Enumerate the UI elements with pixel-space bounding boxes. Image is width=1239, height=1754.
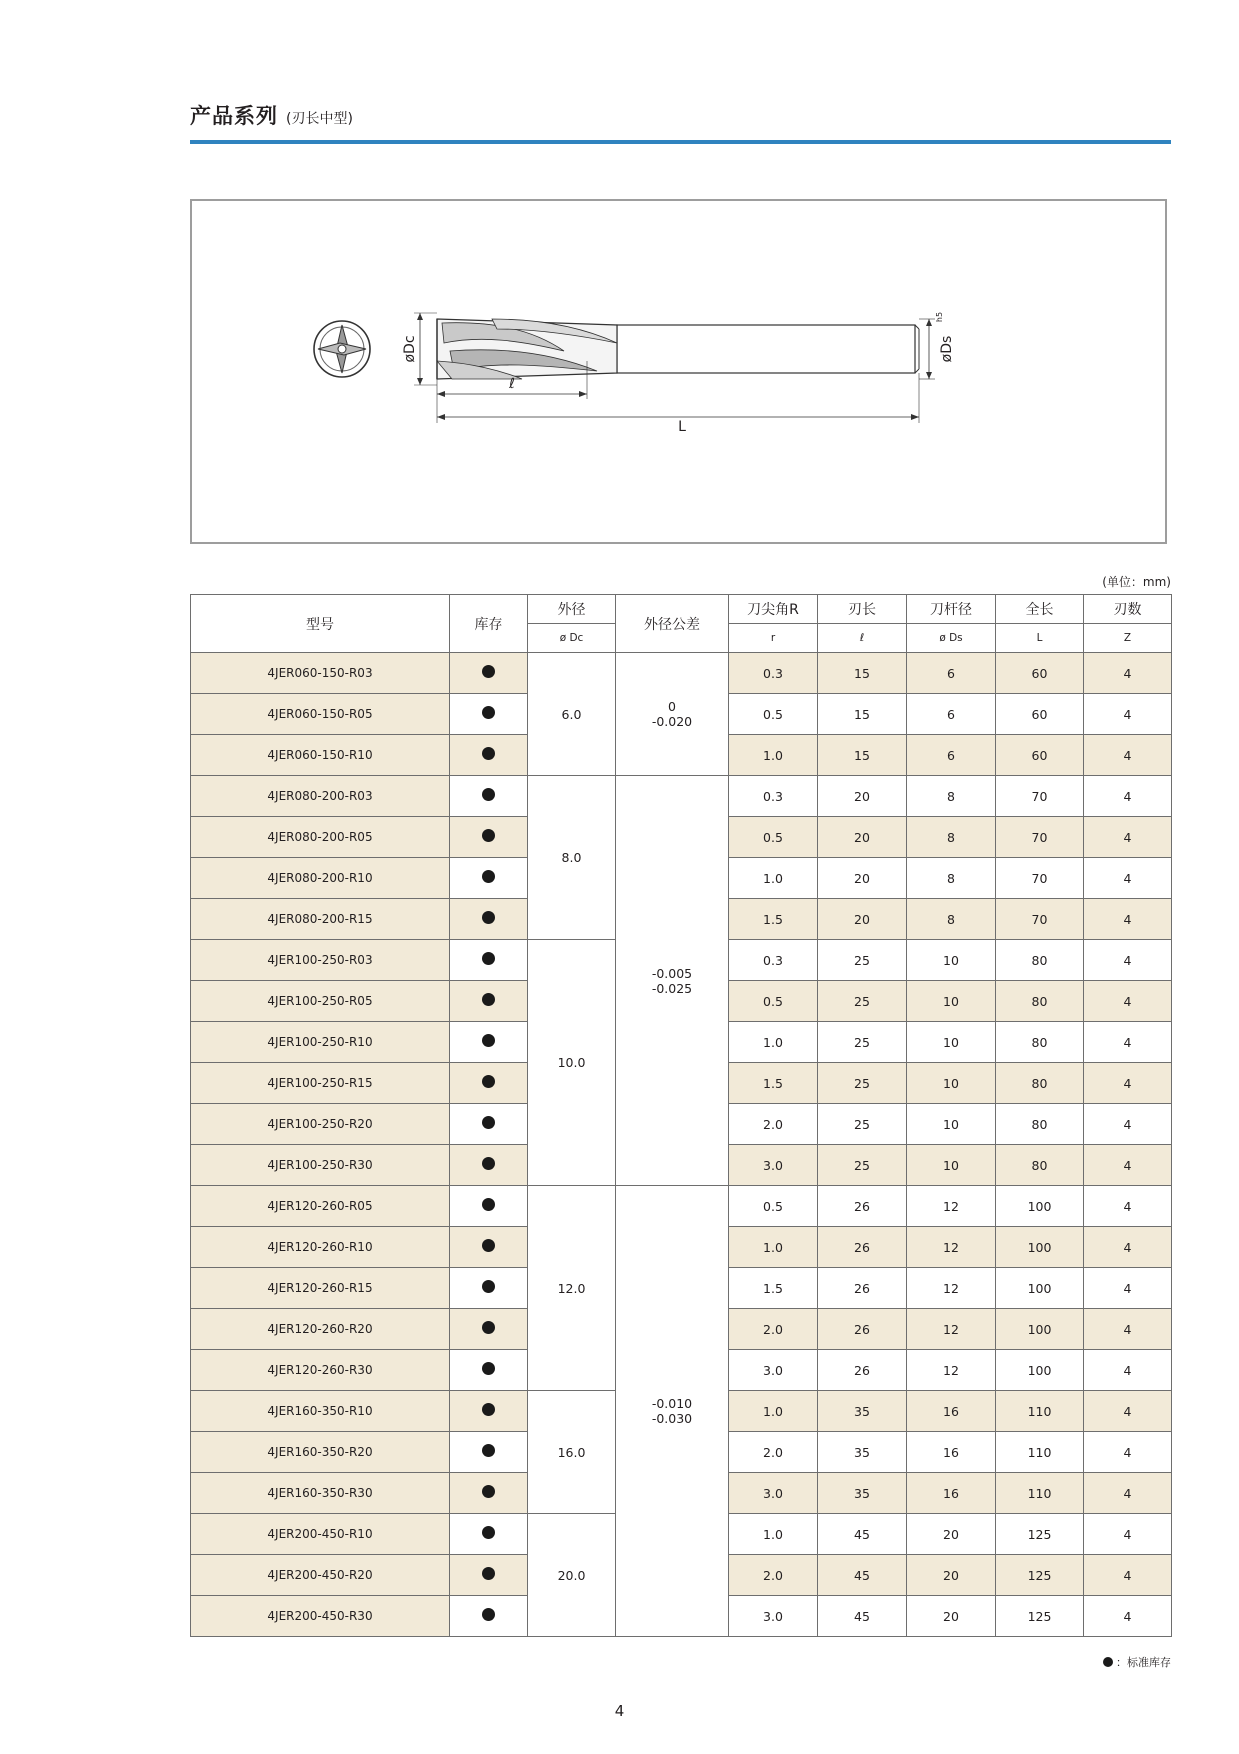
corner-radius-cell: 0.5 [729,981,818,1022]
legend-text: ：标准库存 [1116,1656,1171,1669]
stock-dot-icon [482,788,495,801]
tolerance-lower: -0.025 [651,980,693,996]
flute-count-cell: 4 [1084,776,1172,817]
model-cell: 4JER160-350-R10 [191,1391,450,1432]
header-rule [190,140,1171,144]
product-table [190,594,1172,1637]
dc-cell: 8.0 [528,776,616,940]
overall-length-cell: 110 [996,1391,1084,1432]
stock-cell [450,1432,528,1473]
shank-diameter-cell: 20 [907,1555,996,1596]
overall-length-cell: 80 [996,1145,1084,1186]
flute-count-cell: 4 [1084,1145,1172,1186]
model-cell: 4JER060-150-R05 [191,694,450,735]
model-cell: 4JER120-260-R05 [191,1186,450,1227]
flute-count-cell: 4 [1084,1555,1172,1596]
page-header [190,100,1170,130]
stock-cell [450,981,528,1022]
shank-diameter-cell: 10 [907,1063,996,1104]
stock-dot-icon [482,747,495,760]
stock-dot-icon [482,1034,495,1047]
stock-dot-icon [482,1239,495,1252]
flute-length-cell: 25 [818,1063,907,1104]
stock-cell [450,1063,528,1104]
shank-diameter-cell: 10 [907,1104,996,1145]
shank-diameter-cell: 8 [907,776,996,817]
corner-radius-cell: 3.0 [729,1145,818,1186]
flute-count-cell: 4 [1084,1473,1172,1514]
model-cell: 4JER160-350-R20 [191,1432,450,1473]
stock-dot-icon [482,1444,495,1457]
flute-length-cell: 15 [818,694,907,735]
corner-radius-cell: 2.0 [729,1555,818,1596]
header-ds-sub: ø Ds [907,624,996,653]
header-length-sub: L [996,624,1084,653]
flute-count-cell: 4 [1084,1022,1172,1063]
shank-diameter-cell: 6 [907,694,996,735]
stock-cell [450,1473,528,1514]
overall-length-cell: 70 [996,776,1084,817]
stock-dot-icon [482,665,495,678]
header-dc: 外径 [528,595,616,624]
overall-length-cell: 80 [996,940,1084,981]
shank-diameter-cell: 10 [907,1145,996,1186]
corner-radius-cell: 0.3 [729,776,818,817]
flute-count-cell: 4 [1084,694,1172,735]
table-row [191,776,1172,817]
flute-length-cell: 20 [818,899,907,940]
stock-dot-icon [1103,1657,1113,1667]
overall-length-cell: 70 [996,899,1084,940]
overall-length-label: L [678,419,686,435]
stock-dot-icon [482,1321,495,1334]
table-row [191,653,1172,694]
stock-dot-icon [482,1280,495,1293]
stock-cell [450,694,528,735]
stock-dot-icon [482,1526,495,1539]
tolerance-upper: -0.005 [651,965,693,981]
flute-length-cell: 26 [818,1350,907,1391]
header-z: 刃数 [1084,595,1172,624]
flute-length-cell: 35 [818,1432,907,1473]
stock-cell [450,940,528,981]
flute-length-cell: 25 [818,1104,907,1145]
corner-radius-cell: 0.5 [729,817,818,858]
header-dc-sub: ø Dc [528,624,616,653]
dc-label: øDc [402,335,418,363]
model-cell: 4JER200-450-R20 [191,1555,450,1596]
stock-cell [450,1268,528,1309]
shank-diameter-cell: 12 [907,1309,996,1350]
stock-dot-icon [482,1116,495,1129]
flute-length-cell: 15 [818,735,907,776]
corner-radius-cell: 1.0 [729,1514,818,1555]
shank-diameter-cell: 6 [907,735,996,776]
stock-cell [450,1186,528,1227]
shank-diameter-cell: 12 [907,1227,996,1268]
stock-cell [450,735,528,776]
corner-radius-cell: 2.0 [729,1104,818,1145]
shank-diameter-cell: 16 [907,1473,996,1514]
stock-dot-icon [482,1567,495,1580]
model-cell: 4JER100-250-R30 [191,1145,450,1186]
stock-dot-icon [482,1608,495,1621]
model-cell: 4JER060-150-R10 [191,735,450,776]
dc-cell: 6.0 [528,653,616,776]
corner-radius-cell: 0.3 [729,653,818,694]
header-tolerance: 外径公差 [616,595,729,653]
shank-diameter-cell: 12 [907,1268,996,1309]
model-cell: 4JER120-260-R10 [191,1227,450,1268]
dc-cell: 10.0 [528,940,616,1186]
shank-diameter-cell: 20 [907,1514,996,1555]
flute-count-cell: 4 [1084,653,1172,694]
overall-length-cell: 100 [996,1227,1084,1268]
stock-cell [450,1391,528,1432]
stock-cell [450,1022,528,1063]
stock-cell [450,1514,528,1555]
corner-radius-cell: 0.5 [729,694,818,735]
stock-cell [450,1555,528,1596]
flute-length-cell: 25 [818,940,907,981]
shank-diameter-cell: 10 [907,981,996,1022]
stock-cell [450,899,528,940]
stock-cell [450,1227,528,1268]
model-cell: 4JER080-200-R05 [191,817,450,858]
model-cell: 4JER060-150-R03 [191,653,450,694]
overall-length-cell: 80 [996,1022,1084,1063]
flute-count-cell: 4 [1084,858,1172,899]
model-cell: 4JER200-450-R30 [191,1596,450,1637]
shank-diameter-cell: 16 [907,1432,996,1473]
legend [1103,1654,1171,1670]
stock-dot-icon [482,952,495,965]
overall-length-cell: 125 [996,1555,1084,1596]
tolerance-upper: -0.010 [651,1396,693,1411]
flute-count-cell: 4 [1084,1063,1172,1104]
flute-length-cell: 26 [818,1186,907,1227]
flute-count-cell: 4 [1084,735,1172,776]
header-l-sub: ℓ [818,624,907,653]
overall-length-cell: 100 [996,1186,1084,1227]
overall-length-cell: 100 [996,1350,1084,1391]
shank-diameter-cell: 16 [907,1391,996,1432]
flute-length-cell: 20 [818,776,907,817]
ds-tolerance-label: h5 [935,311,944,323]
stock-dot-icon [482,1403,495,1416]
shank-diameter-cell: 12 [907,1350,996,1391]
corner-radius-cell: 0.3 [729,940,818,981]
overall-length-cell: 70 [996,858,1084,899]
shank-diameter-cell: 10 [907,1022,996,1063]
model-cell: 4JER080-200-R15 [191,899,450,940]
model-cell: 4JER100-250-R10 [191,1022,450,1063]
flute-length-cell: 25 [818,981,907,1022]
header-r-sub: r [729,624,818,653]
tolerance-lower: -0.030 [651,1411,693,1426]
corner-radius-cell: 2.0 [729,1309,818,1350]
model-cell: 4JER100-250-R05 [191,981,450,1022]
stock-cell [450,776,528,817]
overall-length-cell: 110 [996,1432,1084,1473]
flute-count-cell: 4 [1084,1186,1172,1227]
corner-radius-cell: 1.0 [729,735,818,776]
stock-cell [450,1350,528,1391]
shank-diameter-cell: 8 [907,858,996,899]
shank-diameter-cell: 8 [907,817,996,858]
model-cell: 4JER100-250-R20 [191,1104,450,1145]
header-z-sub: Z [1084,624,1172,653]
dc-cell: 12.0 [528,1186,616,1391]
flute-length-cell: 20 [818,817,907,858]
overall-length-cell: 60 [996,653,1084,694]
flute-length-label: ℓ [509,376,515,392]
page-title: 产品系列 [190,104,278,128]
flute-length-cell: 35 [818,1473,907,1514]
overall-length-cell: 110 [996,1473,1084,1514]
flute-length-cell: 35 [818,1391,907,1432]
corner-radius-cell: 1.5 [729,899,818,940]
corner-radius-cell: 1.5 [729,1268,818,1309]
overall-length-cell: 60 [996,694,1084,735]
header-ds: 刀杆径 [907,595,996,624]
tool-diagram [190,199,1167,544]
flute-length-cell: 26 [818,1309,907,1350]
flute-count-cell: 4 [1084,981,1172,1022]
corner-radius-cell: 1.0 [729,1227,818,1268]
stock-cell [450,1596,528,1637]
model-cell: 4JER120-260-R30 [191,1350,450,1391]
model-cell: 4JER160-350-R30 [191,1473,450,1514]
overall-length-cell: 80 [996,1104,1084,1145]
unit-note: (单位：mm) [1102,575,1171,589]
flute-length-cell: 15 [818,653,907,694]
header-model: 型号 [191,595,450,653]
flute-count-cell: 4 [1084,1268,1172,1309]
flute-length-cell: 45 [818,1596,907,1637]
overall-length-cell: 100 [996,1309,1084,1350]
page-number: 4 [614,1702,625,1720]
stock-dot-icon [482,1362,495,1375]
overall-length-cell: 80 [996,1063,1084,1104]
overall-length-cell: 60 [996,735,1084,776]
stock-dot-icon [482,993,495,1006]
tolerance-cell [616,1186,729,1637]
dc-cell: 16.0 [528,1391,616,1514]
corner-radius-cell: 0.5 [729,1186,818,1227]
overall-length-cell: 70 [996,817,1084,858]
overall-length-cell: 125 [996,1514,1084,1555]
ds-label: øDs [939,335,955,363]
stock-dot-icon [482,1485,495,1498]
corner-radius-cell: 3.0 [729,1596,818,1637]
end-mill-drawing [192,201,1165,542]
model-cell: 4JER080-200-R03 [191,776,450,817]
model-cell: 4JER120-260-R15 [191,1268,450,1309]
flute-count-cell: 4 [1084,1350,1172,1391]
stock-dot-icon [482,706,495,719]
shank-diameter-cell: 20 [907,1596,996,1637]
shank-diameter-cell: 6 [907,653,996,694]
flute-length-cell: 25 [818,1145,907,1186]
header-stock: 库存 [450,595,528,653]
dc-cell: 20.0 [528,1514,616,1637]
flute-count-cell: 4 [1084,1596,1172,1637]
corner-radius-cell: 1.0 [729,858,818,899]
flute-length-cell: 20 [818,858,907,899]
side-view-icon [414,313,935,423]
model-cell: 4JER080-200-R10 [191,858,450,899]
flute-count-cell: 4 [1084,940,1172,981]
overall-length-cell: 125 [996,1596,1084,1637]
table-row [191,1186,1172,1227]
corner-radius-cell: 3.0 [729,1350,818,1391]
stock-cell [450,1104,528,1145]
flute-length-cell: 45 [818,1514,907,1555]
stock-dot-icon [482,1157,495,1170]
flute-count-cell: 4 [1084,817,1172,858]
shank-diameter-cell: 12 [907,1186,996,1227]
shank-diameter-cell: 10 [907,940,996,981]
stock-dot-icon [482,829,495,842]
flute-count-cell: 4 [1084,1104,1172,1145]
flute-length-cell: 25 [818,1022,907,1063]
flute-length-cell: 45 [818,1555,907,1596]
stock-cell [450,1309,528,1350]
stock-dot-icon [482,870,495,883]
flute-length-cell: 26 [818,1227,907,1268]
flute-count-cell: 4 [1084,1309,1172,1350]
flute-count-cell: 4 [1084,1391,1172,1432]
corner-radius-cell: 1.5 [729,1063,818,1104]
stock-dot-icon [482,1198,495,1211]
stock-cell [450,653,528,694]
header-length: 全长 [996,595,1084,624]
model-cell: 4JER200-450-R10 [191,1514,450,1555]
stock-cell [450,1145,528,1186]
flute-count-cell: 4 [1084,899,1172,940]
corner-radius-cell: 3.0 [729,1473,818,1514]
flute-count-cell: 4 [1084,1432,1172,1473]
stock-cell [450,817,528,858]
flute-count-cell: 4 [1084,1227,1172,1268]
model-cell: 4JER100-250-R03 [191,940,450,981]
tolerance-cell [616,653,729,776]
model-cell: 4JER120-260-R20 [191,1309,450,1350]
shank-diameter-cell: 8 [907,899,996,940]
end-view-icon [314,321,370,377]
tolerance-upper: 0 [668,699,676,714]
stock-dot-icon [482,911,495,924]
flute-length-cell: 26 [818,1268,907,1309]
page-subtitle: (刃长中型) [286,111,353,127]
stock-dot-icon [482,1075,495,1088]
header-l: 刃长 [818,595,907,624]
overall-length-cell: 100 [996,1268,1084,1309]
tolerance-cell [616,776,729,1186]
tolerance-lower: -0.020 [651,714,693,729]
corner-radius-cell: 1.0 [729,1391,818,1432]
header-r: 刀尖角R [729,595,818,624]
overall-length-cell: 80 [996,981,1084,1022]
corner-radius-cell: 2.0 [729,1432,818,1473]
corner-radius-cell: 1.0 [729,1022,818,1063]
model-cell: 4JER100-250-R15 [191,1063,450,1104]
stock-cell [450,858,528,899]
flute-count-cell: 4 [1084,1514,1172,1555]
